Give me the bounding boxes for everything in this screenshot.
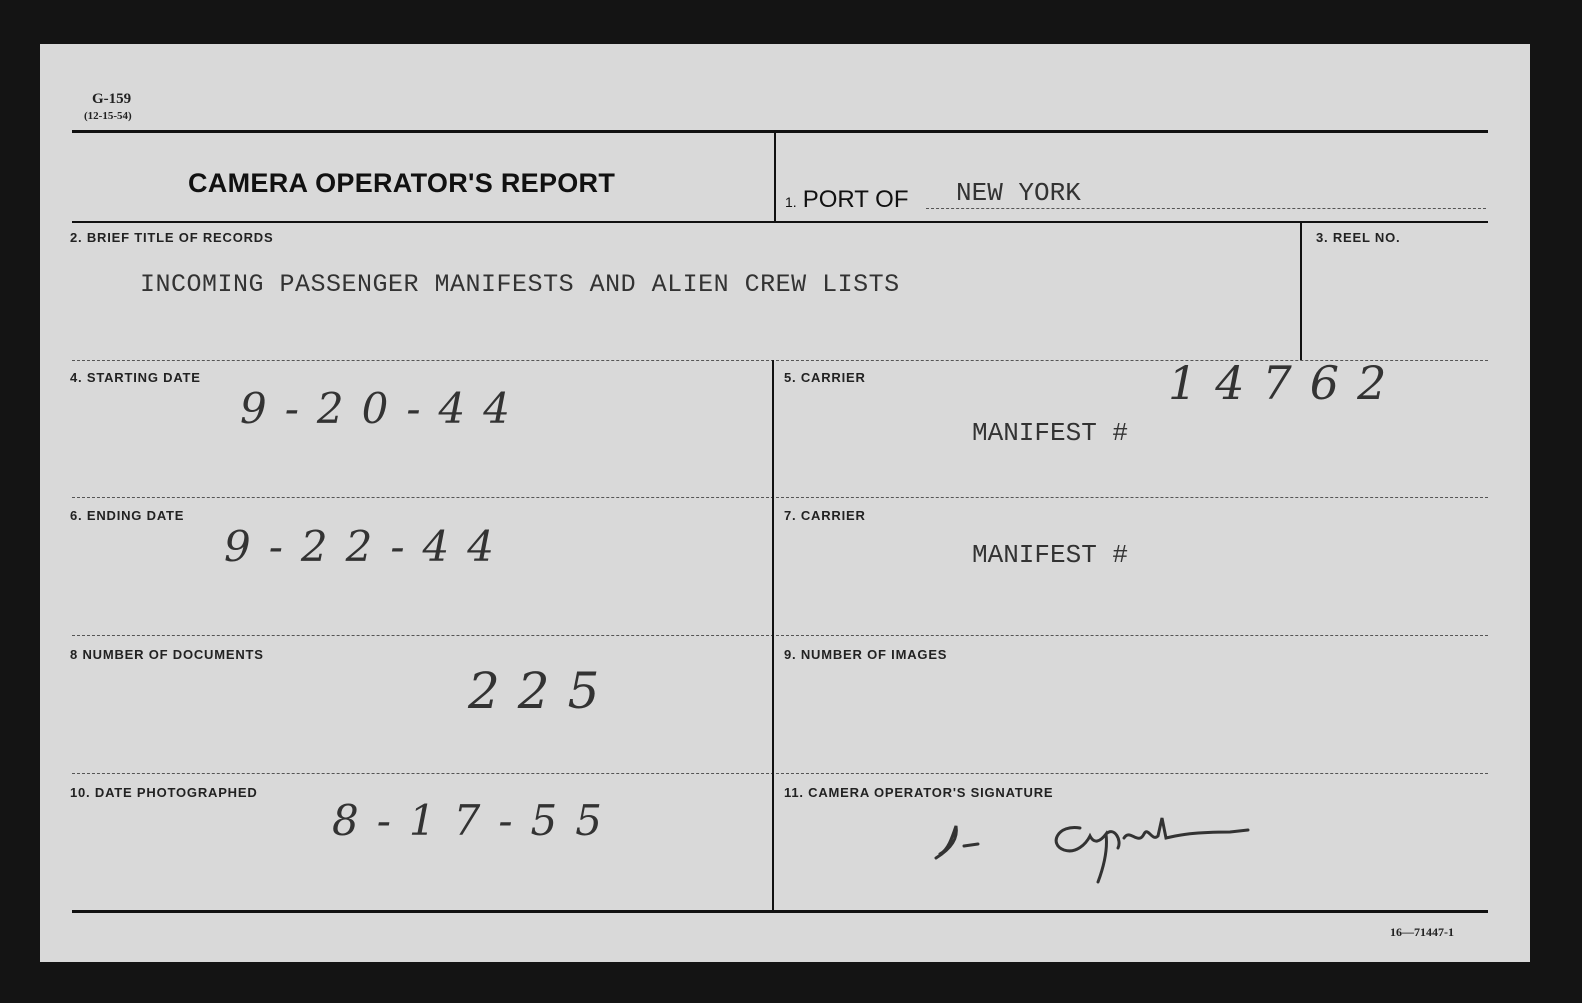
num-images-label: 9. NUMBER OF IMAGES [784, 647, 948, 662]
bottom-rule [72, 910, 1488, 913]
header-divider [774, 132, 776, 222]
starting-date-value: 9-20-44 [240, 384, 528, 433]
date-photographed-value: 8-17-55 [332, 796, 620, 845]
carrier-5-value: MANIFEST # [972, 418, 1129, 448]
ending-date-value: 9-22-44 [224, 522, 512, 571]
carrier-5-label: 5. CARRIER [784, 370, 866, 385]
port-label-number: 1. [785, 194, 797, 210]
title-records-label: 2. BRIEF TITLE OF RECORDS [70, 230, 274, 245]
form-revision-date: (12-15-54) [84, 110, 132, 122]
report-title: CAMERA OPERATOR'S REPORT [188, 168, 616, 198]
manifest-number-handwritten: 14762 [1168, 356, 1405, 410]
port-label-text: PORT OF [802, 186, 909, 213]
title-records-value: INCOMING PASSENGER MANIFESTS AND ALIEN CREW LISTS [140, 270, 900, 299]
signature-label: 11. CAMERA OPERATOR'S SIGNATURE [784, 785, 1054, 800]
operator-signature [930, 798, 1300, 898]
num-documents-label: 8 NUMBER OF DOCUMENTS [70, 647, 264, 662]
reel-divider [1300, 222, 1302, 360]
footer-code: 16—71447-1 [1390, 925, 1454, 939]
rule-row-4 [72, 773, 1488, 774]
port-value: NEW YORK [956, 178, 1081, 208]
center-divider [772, 360, 774, 910]
ending-date-label: 6. ENDING DATE [70, 508, 185, 523]
report-card [40, 44, 1530, 962]
rule-row-3 [72, 635, 1488, 636]
carrier-7-value: MANIFEST # [972, 540, 1129, 570]
port-underline [926, 208, 1486, 209]
rule-under-header [72, 221, 1488, 223]
date-photographed-label: 10. DATE PHOTOGRAPHED [70, 785, 258, 800]
num-documents-value: 225 [468, 662, 618, 720]
port-label [785, 186, 908, 214]
reel-label: 3. REEL NO. [1316, 230, 1401, 245]
top-rule [72, 130, 1488, 133]
starting-date-label: 4. STARTING DATE [70, 370, 201, 385]
rule-row-2 [72, 497, 1488, 498]
carrier-7-label: 7. CARRIER [784, 508, 866, 523]
form-id: G-159 [92, 91, 132, 107]
